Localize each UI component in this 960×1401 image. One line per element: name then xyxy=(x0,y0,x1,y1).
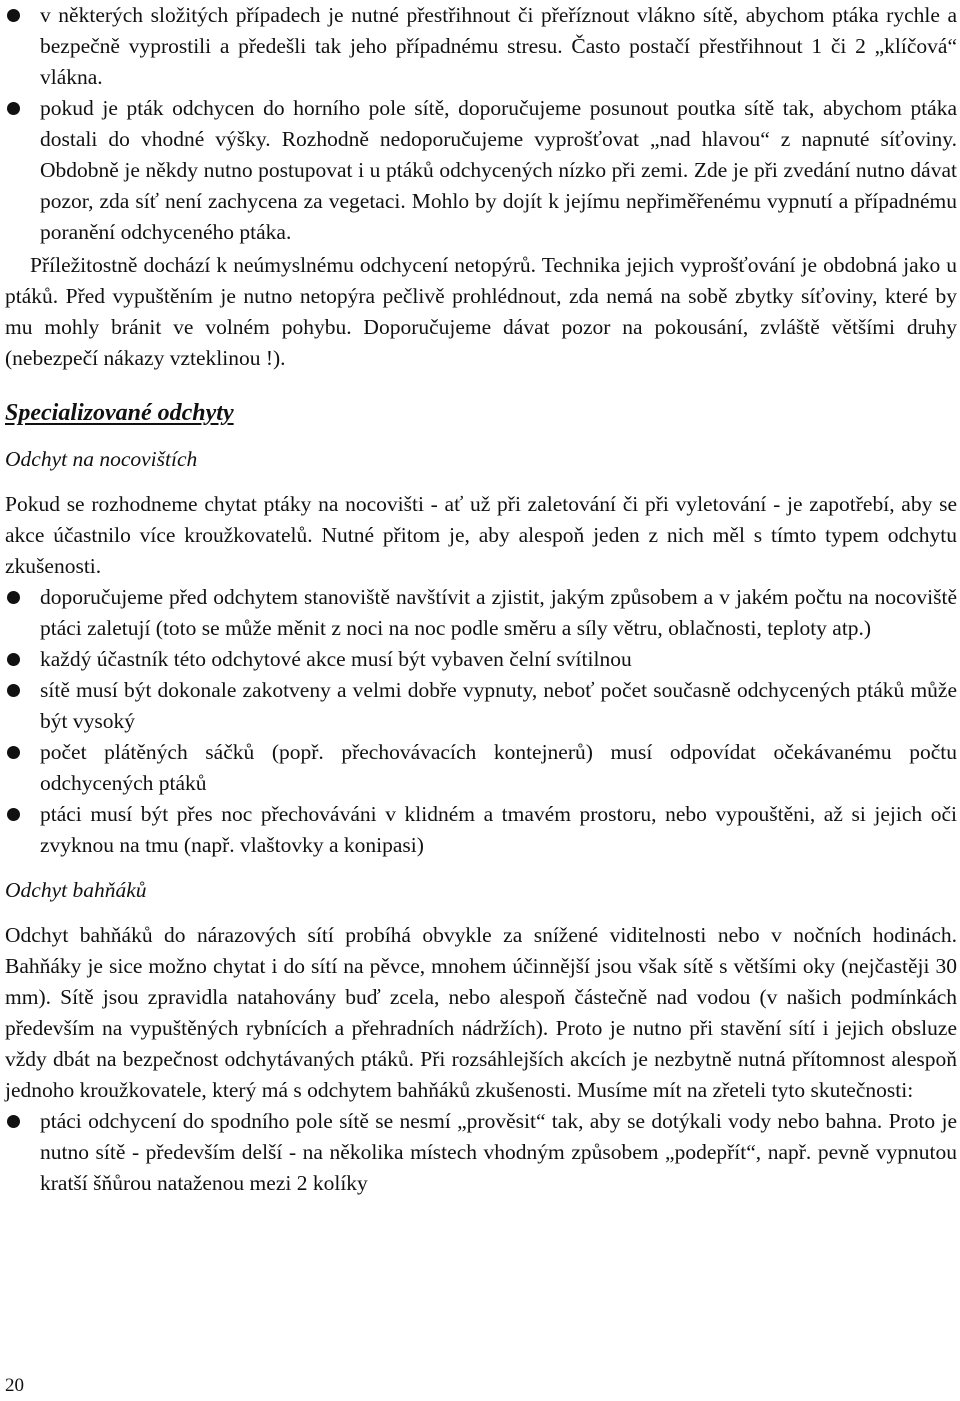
bullet-icon xyxy=(7,1115,20,1128)
waders-bullet-list xyxy=(5,1106,957,1199)
section-heading: Specializované odchyty xyxy=(5,400,234,426)
bullet-icon xyxy=(7,653,20,666)
list-item xyxy=(5,737,957,799)
list-item-text: ptáci musí být přes noc přechováváni v klidném a tmavém prostoru, nebo vypouštěni, až si jejich oči zvyknou na tmu (např. vlaštovky a konipasi) xyxy=(40,802,957,857)
list-item-text: v některých složitých případech je nutné přestřihnout či přeříznout vlákno sítě, abychom ptáka rychle a bezpečně vyprostili a předešli tak jeho případnému stresu. Často postačí přestřihnout 1 či 2 „klíčová“ vlákna. xyxy=(40,3,957,89)
list-item xyxy=(5,0,957,93)
roost-subheading: Odchyt na nocovištích xyxy=(5,447,198,471)
document-page xyxy=(5,0,957,1199)
list-item-text: sítě musí být dokonale zakotveny a velmi dobře vypnuty, neboť počet současně odchycených ptáků může být vysoký xyxy=(40,678,957,733)
bats-paragraph: Příležitostně dochází k neúmyslnému odchycení netopýrů. Technika jejich vyprošťování je obdobná jako u ptáků. Před vypuštěním je nutno netopýra pečlivě prohlédnout, zda nemá na sobě zbytky síťoviny, které by mu mohly bránit ve volném pohybu. Doporučujeme dávat pozor na pokousání, zvláště většími druhy (nebezpečí nákazy vzteklinou !). xyxy=(5,253,957,370)
page-number: 20 xyxy=(5,1375,24,1396)
list-item-text: každý účastník této odchytové akce musí být vybaven čelní svítilnou xyxy=(40,647,632,671)
waders-paragraph: Odchyt bahňáků do nárazových sítí probíhá obvykle za snížené viditelnosti nebo v nočních hodinách. Bahňáky je sice možno chytat i do sítí na pěvce, mnohem účinnější jsou však sítě s většími oky (nejčastěji 30 mm). Sítě jsou zpravidla natahovány buď zcela, nebo alespoň částečně nad vodou (v našich podmínkách především na vypuštěných rybnících a přehradních nádržích). Proto je nutno při stavění sítí i jejich obsluze vždy dbát na bezpečnost odchytávaných ptáků. Při rozsáhlejších akcích je nezbytně nutná přítomnost alespoň jednoho kroužkovatele, který má s odchytem bahňáků zkušenosti. Musíme mít na zřeteli tyto skutečnosti: xyxy=(5,923,957,1102)
list-item-text: ptáci odchycení do spodního pole sítě se nesmí „prověsit“ tak, aby se dotýkali vody nebo bahna. Proto je nutno sítě - především delší - na několika místech vhodným způsobem „podepřít“, např. pevně vypnutou kratší šňůrou nataženou mezi 2 kolíky xyxy=(40,1109,957,1195)
waders-subheading: Odchyt bahňáků xyxy=(5,878,147,902)
list-item xyxy=(5,1106,957,1199)
list-item-text: pokud je pták odchycen do horního pole sítě, doporučujeme posunout poutka sítě tak, abychom ptáka dostali do vhodné výšky. Rozhodně nedoporučujeme vyprošťovat „nad hlavou“ z napnuté síťoviny. Obdobně je někdy nutno postupovat i u ptáků odchycených nízko při zemi. Zde je při zvedání nutno dávat pozor, zda síť není zachycena za vegetaci. Mohlo by dojít k jejímu nepřiměřenému vypnutí a případnému poranění odchyceného ptáka. xyxy=(40,96,957,244)
list-item xyxy=(5,93,957,248)
list-item xyxy=(5,582,957,644)
bullet-icon xyxy=(7,591,20,604)
list-item-text: doporučujeme před odchytem stanoviště navštívit a zjistit, jakým způsobem a v jakém počtu na nocoviště ptáci zaletují (toto se může měnit z noci na noc podle směru a síly větru, oblačnosti, teploty atp.) xyxy=(40,585,957,640)
top-bullet-list xyxy=(5,0,957,248)
roost-bullet-list xyxy=(5,582,957,861)
roost-paragraph: Pokud se rozhodneme chytat ptáky na nocovišti - ať už při zaletování či při vyletování - je zapotřebí, aby se akce účastnilo více kroužkovatelů. Nutné přitom je, aby alespoň jeden z nich měl s tímto typem odchytu zkušenosti. xyxy=(5,492,957,578)
list-item-text: počet plátěných sáčků (popř. přechovávacích kontejnerů) musí odpovídat očekávanému počtu odchycených ptáků xyxy=(40,740,957,795)
bullet-icon xyxy=(7,808,20,821)
list-item xyxy=(5,644,957,675)
bullet-icon xyxy=(7,684,20,697)
bullet-icon xyxy=(7,746,20,759)
bullet-icon xyxy=(7,9,20,22)
bullet-icon xyxy=(7,102,20,115)
list-item xyxy=(5,799,957,861)
list-item xyxy=(5,675,957,737)
